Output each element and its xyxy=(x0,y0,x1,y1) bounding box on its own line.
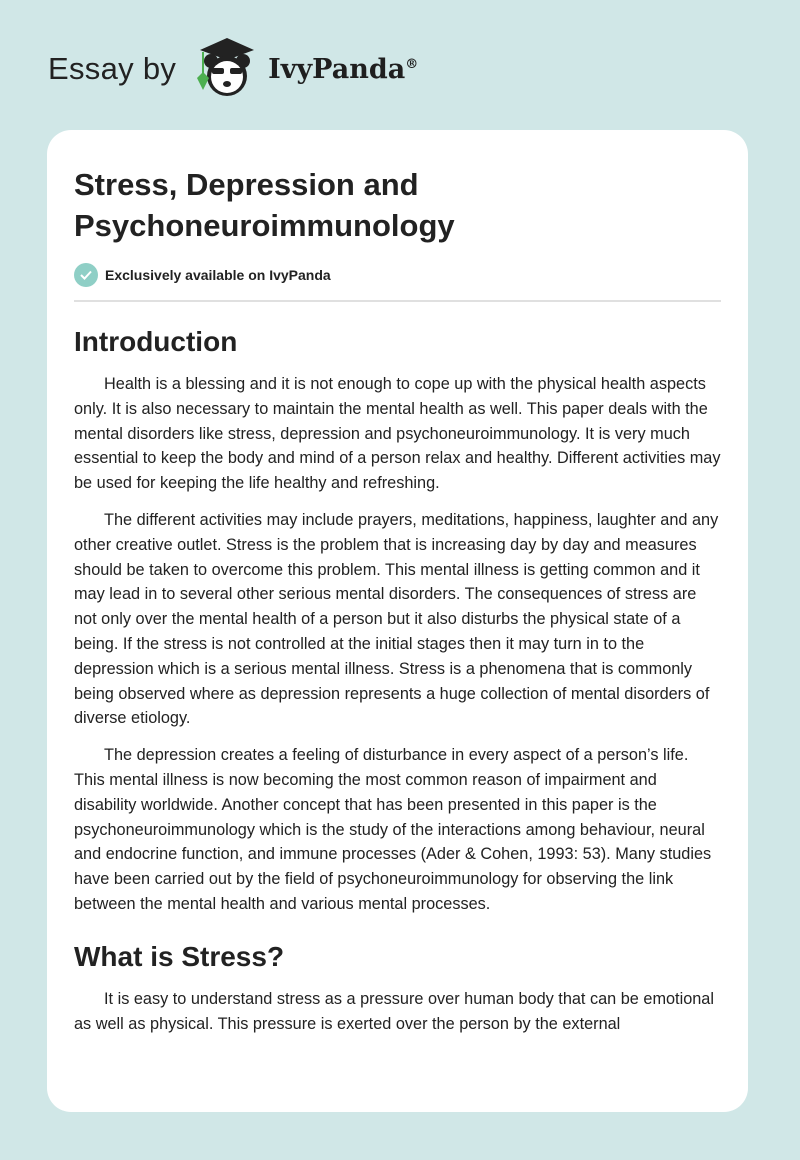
paragraph: The different activities may include prayers, meditations, happiness, laughter and any other creative outlet. Stress is the problem that is increasing day by day and measures should be taken to overcome this problem. This mental illness is getting common and it may lead in to several other serious mental disorders. The consequences of stress are not only over the mental health of a person but it also disturbs the physical state of a being. If the stress is not controlled at the initial stages then it may turn in to the depression which is a serious mental illness. Stress is a phenomena that is commonly being observed where as depression represents a huge collection of mental disorders of diverse etiology. xyxy=(74,510,719,728)
panda-logo-icon[interactable] xyxy=(194,34,260,105)
brand-name: IvyPanda® xyxy=(268,53,419,85)
essay-by-label: Essay by xyxy=(48,51,177,86)
exclusive-badge xyxy=(74,263,721,287)
badge-text: Exclusively available on IvyPanda xyxy=(105,267,331,283)
section-heading: Introduction xyxy=(74,326,238,357)
divider xyxy=(74,300,721,302)
essay-title: Stress, Depression and Psychoneuroimmunology xyxy=(74,167,455,243)
paragraph: Health is a blessing and it is not enough to cope up with the physical health aspects only. It is also necessary to maintain the mental health as well. This paper deals with the mental disorders like stress, depression and psychoneuroimmunology. It is very much essential to keep the body and mind of a person relax and healthy. Different activities may be used for keeping the life healthy and refreshing. xyxy=(74,375,721,493)
section-heading: What is Stress? xyxy=(74,940,285,972)
paragraph: The depression creates a feeling of disturbance in every aspect of a person’s life. This mental illness is now becoming the most common reason of impairment and disability worldwide. Another concept that has been presented in this paper is the psychoneuroimmunology which is the study of the interactions among behaviour, neural and endocrine function, and immune processes (Ader & Cohen, 1993: 53). Many studies have been carried out by the field of psychoneuroimmunology for observing the link between the mental health and various mental processes. xyxy=(74,746,712,913)
essay-card xyxy=(47,130,748,1112)
site-header xyxy=(48,34,418,104)
check-icon xyxy=(74,263,98,287)
paragraph: It is easy to understand stress as a pressure over human body that can be emotional as well as physical. This pressure is exerted over the person by the external xyxy=(74,989,714,1033)
